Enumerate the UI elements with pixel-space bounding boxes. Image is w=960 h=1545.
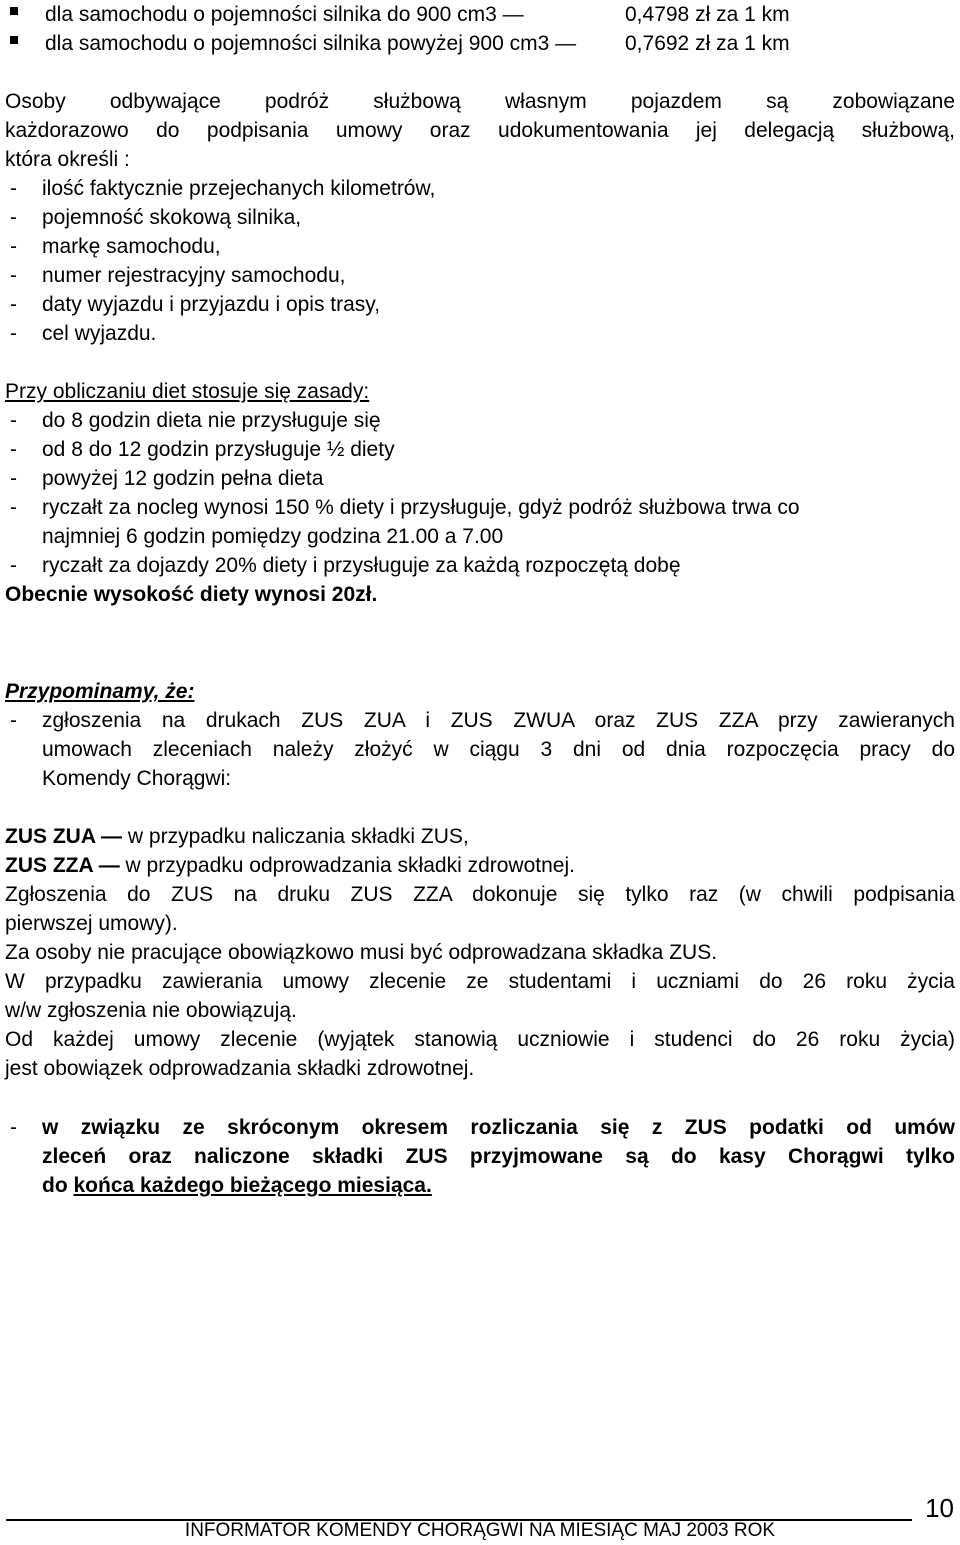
paragraph-line: Za osoby nie pracujące obowiązkowo musi być odprowadzana składka ZUS. [5, 941, 718, 964]
list-item-continuation: najmniej 6 godzin pomiędzy godzina 21.00 a 7.00 [42, 525, 504, 548]
paragraph-line: Od każdej umowy zlecenie (wyjątek stanowią uczniowie i studenci do 26 roku życia) [5, 1028, 955, 1051]
section-heading: Przypominamy, że: [5, 680, 195, 703]
paragraph-line: Osoby odbywające podróż służbową własnym pojazdem są zobowiązane [5, 90, 955, 113]
paragraph-line: W przypadku zawierania umowy zlecenie ze studentami i uczniami do 26 roku życia [5, 970, 955, 993]
page-number: 10 [925, 1493, 954, 1523]
zus-zua-row: ZUS ZUA — w przypadku naliczania składki ZUS, [5, 825, 469, 848]
diet-amount: Obecnie wysokość diety wynosi 20zł. [5, 583, 378, 606]
list-item-continuation: Komendy Chorągwi: [42, 767, 232, 790]
paragraph-line: pierwszej umowy). [5, 912, 178, 935]
rate-label: dla samochodu o pojemności silnika powyżej 900 cm3 — [45, 32, 577, 55]
list-item-continuation: do końca każdego bieżącego miesiąca. [42, 1174, 432, 1197]
paragraph-line: w/w zgłoszenia nie obowiązują. [5, 999, 297, 1022]
list-item-continuation: zleceń oraz naliczone składki ZUS przyjmowane są do kasy Chorągwi tylko [42, 1145, 955, 1168]
section-heading: Przy obliczaniu diet stosuje się zasady: [5, 380, 370, 403]
rate-label: dla samochodu o pojemności silnika do 900 cm3 — [45, 3, 524, 26]
list-item-continuation: umowach zleceniach należy złożyć w ciągu 3 dni od dnia rozpoczęcia pracy do [42, 738, 955, 761]
bullet-icon [10, 36, 18, 44]
paragraph-line: która określi : [5, 148, 130, 171]
footer-text: INFORMATOR KOMENDY CHORĄGWI NA MIESIĄC MAJ 2003 ROK [184, 1520, 776, 1541]
bullet-icon [10, 7, 18, 15]
paragraph-line: jest obowiązek odprowadzania składki zdrowotnej. [5, 1057, 475, 1080]
rate-value: 0,7692 zł za 1 km [625, 32, 790, 55]
paragraph-line: Zgłoszenia do ZUS na druku ZUS ZZA dokonuje się tylko raz (w chwili podpisania [5, 883, 955, 906]
rate-value: 0,4798 zł za 1 km [625, 3, 790, 26]
paragraph-line: każdorazowo do podpisania umowy oraz udokumentowania jej delegacją służbową, [5, 119, 955, 142]
zus-zza-row: ZUS ZZA — w przypadku odprowadzania składki zdrowotnej. [5, 854, 575, 877]
